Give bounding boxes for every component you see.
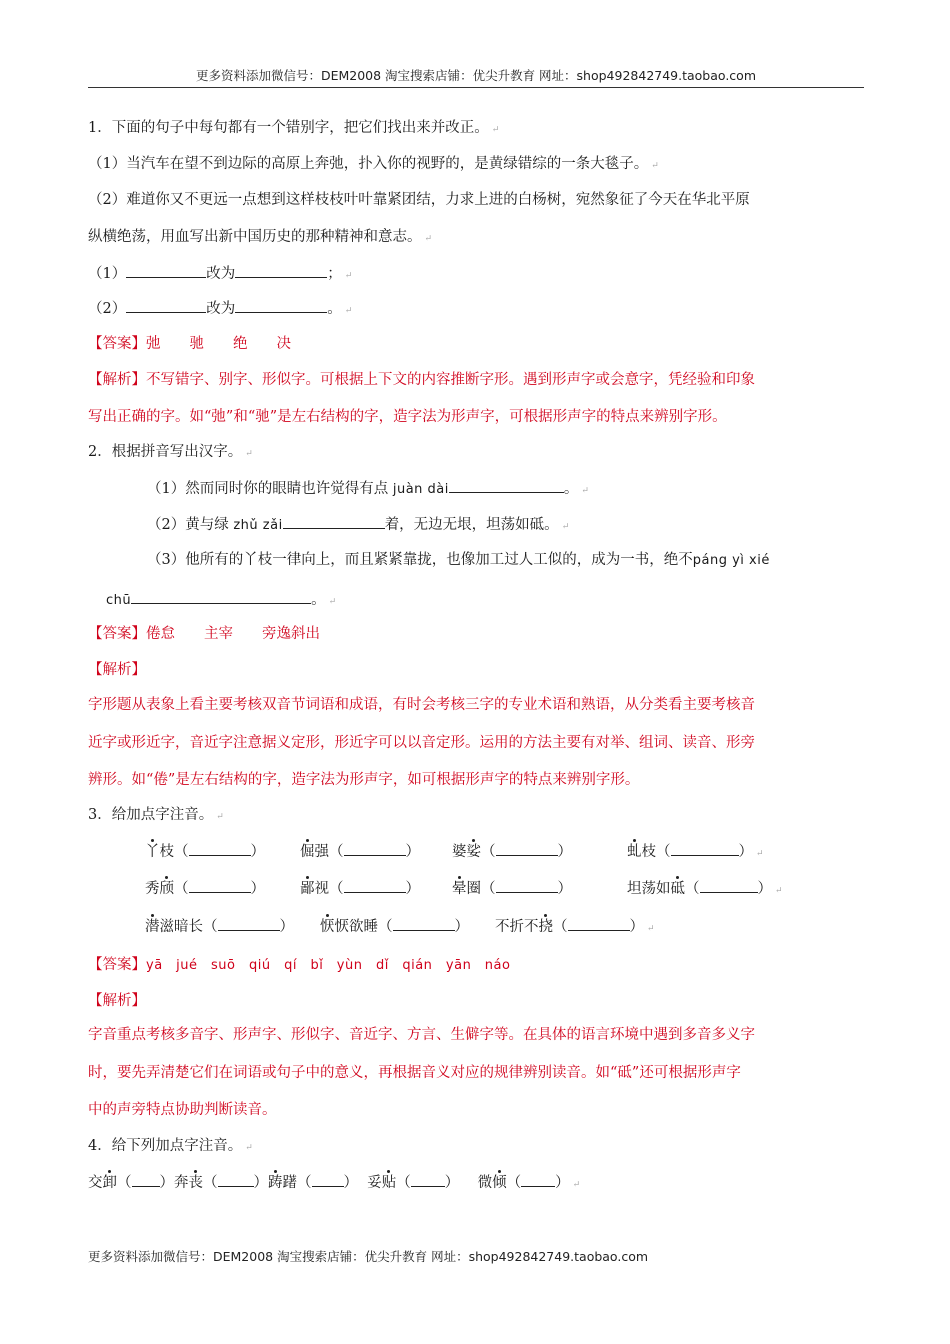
item-post: 滋暗长（	[159, 919, 218, 935]
q3-item	[452, 878, 572, 899]
answer-blank[interactable]	[393, 916, 455, 931]
item-post: 强（	[314, 844, 344, 860]
item-close: ）	[454, 919, 469, 935]
dotted-char: 丧	[188, 1175, 203, 1191]
q1-sentence-1	[88, 154, 659, 176]
fill-end: 。	[311, 592, 326, 608]
answer-text: yā jué suō qiú qí bǐ yùn dǐ qián yān náo	[146, 958, 511, 973]
q1-s1-text: （1）当汽车在望不到边际的高原上奔弛，扑入你的视野的，是黄绿错综的一条大毯子。	[88, 156, 649, 172]
q1-title-text: 1．下面的句子中每句都有一个错别字，把它们找出来并改正。	[88, 120, 489, 136]
q3-title	[88, 805, 224, 827]
fill-end: 。	[563, 481, 579, 497]
pinyin: zhǔ zǎi	[233, 518, 283, 533]
para-mark: ↵	[572, 1180, 581, 1190]
q4-item	[174, 1175, 268, 1191]
answer-blank[interactable]	[235, 298, 327, 313]
pinyin: chū	[106, 593, 132, 608]
fill-end: ；	[327, 266, 342, 282]
item-pre: 交	[88, 1175, 103, 1191]
item-close: ）	[444, 1175, 460, 1191]
q2-analysis-b: 近字或形近字，音近字注意据义定形，形近字可以以音定形。运用的方法主要有对举、组词、读音、形旁	[88, 735, 755, 751]
q1-answer	[88, 334, 291, 354]
item-pre: 奔	[174, 1175, 189, 1191]
item-close: ）	[405, 844, 420, 860]
dotted-char: 潜	[145, 919, 160, 935]
para-mark: ↵	[561, 522, 570, 532]
item-close: ）	[279, 919, 294, 935]
q3-answer	[88, 955, 510, 976]
analysis-text: 不写错字、别字、形似字。可根据上下文的内容推断字形。遇到形声字或会意字，凭经验和印象	[146, 372, 755, 388]
item-close: ）	[159, 1175, 174, 1191]
para-mark: ↵	[775, 886, 783, 896]
item-post: （	[685, 881, 700, 897]
fill-prefix: （1）	[88, 266, 127, 282]
answer-blank[interactable]	[496, 841, 558, 856]
q4-title-text: 4．给下列加点字注音。	[88, 1138, 243, 1154]
item-close: ）	[557, 844, 572, 860]
answer-blank[interactable]	[126, 298, 206, 313]
item-pre: 妥	[367, 1175, 382, 1191]
dotted-char: 颀	[159, 881, 174, 897]
dotted-char: 娑	[466, 844, 481, 860]
answer-blank[interactable]	[568, 916, 630, 931]
page-footer: 更多资料添加微信号：DEM2008 淘宝搜索店铺：优尖升教育 网址：shop492842749.taobao.com	[88, 1249, 649, 1264]
q2-s3-text: （3）他所有的丫枝一律向上，而且紧紧靠拢，也像加工过人工似的，成为一书，绝不	[147, 552, 693, 568]
dotted-char: 晕	[452, 881, 467, 897]
item-pre: 微	[477, 1175, 493, 1191]
answer-label: 【答案】	[88, 336, 146, 352]
item-close: ）	[629, 919, 644, 935]
dotted-char: 鄙	[300, 881, 315, 897]
para-mark: ↵	[756, 849, 764, 859]
item-close: ）	[757, 881, 772, 897]
answer-blank[interactable]	[235, 263, 327, 278]
answer-blank[interactable]	[189, 841, 251, 856]
dotted-char: 卸	[102, 1175, 117, 1191]
para-mark: ↵	[344, 271, 353, 281]
item-post: （	[553, 919, 568, 935]
para-mark: ↵	[245, 449, 253, 459]
fill-mid: 改为	[206, 266, 236, 282]
q1-s2b-text: 纵横绝荡，用血写出新中国历史的那种精神和意志。	[88, 229, 422, 245]
q3-item	[495, 916, 655, 939]
item-post: （	[481, 844, 496, 860]
q3-item	[300, 841, 420, 862]
answer-blank[interactable]	[671, 841, 739, 856]
q1-sentence-2b	[88, 227, 432, 249]
q2-sentence-3-cont	[106, 589, 336, 612]
item-post: （	[117, 1175, 132, 1191]
q4-item	[88, 1175, 174, 1191]
item-close: ）	[738, 844, 753, 860]
q2-sentence-3	[147, 550, 770, 571]
para-mark: ↵	[647, 924, 655, 934]
q3-analysis-b: 时，要先弄清楚它们在词语或句子中的意义，再根据音义对应的规律辨别读音。如“砥”还可根据形声字	[88, 1065, 741, 1081]
q3-analysis-a: 字音重点考核多音字、形声字、形似字、音近字、方言、生僻字等。在具体的语言环境中遇到多音多义字	[88, 1027, 755, 1043]
item-pre: 婆	[452, 844, 467, 860]
q3-item	[145, 841, 265, 862]
item-close: ）	[253, 1175, 268, 1191]
answer-label: 【答案】	[88, 626, 146, 642]
page-header: 更多资料添加微信号：DEM2008 淘宝搜索店铺：优尖升教育 网址：shop492842749.taobao.com	[195, 68, 757, 83]
q1-analysis-a	[88, 370, 755, 390]
fill-mid: 改为	[206, 301, 236, 317]
item-post: 圈（	[466, 881, 496, 897]
q3-item	[145, 878, 265, 899]
para-mark: ↵	[491, 125, 500, 135]
answer-text: 倦怠 主宰 旁逸斜出	[146, 626, 320, 642]
answer-blank[interactable]	[218, 916, 280, 931]
q3-item	[627, 841, 764, 864]
answer-blank[interactable]	[189, 878, 251, 893]
q2-s2-end: 着，无边无垠，坦荡如砥。	[384, 517, 559, 533]
q4-item	[367, 1175, 459, 1191]
q3-analysis-c: 中的声旁特点协助判断读音。	[88, 1102, 277, 1118]
item-close: ）	[250, 844, 265, 860]
item-close: ）	[250, 881, 265, 897]
q2-sentence-1	[147, 478, 589, 501]
answer-blank[interactable]	[132, 1172, 160, 1187]
dotted-char: 倔	[300, 844, 315, 860]
answer-blank[interactable]	[521, 1172, 555, 1187]
q2-analysis-a: 字形题从表象上看主要考核双音节词语和成语，有时会考核三字的专业术语和熟语，从分类看主要考核音	[88, 697, 755, 713]
q2-answer	[88, 624, 320, 644]
item-post: （	[174, 881, 189, 897]
item-close: ）	[557, 881, 572, 897]
q2-analysis-c: 辨形。如“倦”是左右结构的字，造字法为形声字，如可根据形声字的特点来辨别字形。	[88, 772, 640, 788]
analysis-label: 【解析】	[88, 372, 146, 388]
answer-blank[interactable]	[126, 263, 206, 278]
q1-fill-2	[88, 298, 352, 321]
q3-title-text: 3．给加点字注音。	[88, 807, 214, 823]
dotted-char: 虬	[627, 844, 642, 860]
answer-text: 弛 驰 绝 决	[146, 336, 291, 352]
item-post: （	[506, 1175, 522, 1191]
q3-item	[452, 841, 572, 862]
q4-item	[478, 1175, 570, 1191]
item-close: ）	[343, 1175, 358, 1191]
q3-item	[320, 916, 469, 937]
answer-blank[interactable]	[312, 1172, 344, 1187]
q1-title	[88, 118, 499, 140]
dotted-char: 踌	[268, 1175, 283, 1191]
para-mark: ↵	[328, 597, 337, 607]
para-mark: ↵	[216, 812, 224, 822]
q1-analysis-b: 写出正确的字。如“弛”和“驰”是左右结构的字，造字法为形声字，可根据形声字的特点来辨别字形。	[88, 409, 727, 425]
q2-sentence-2	[147, 514, 569, 537]
q1-sentence-2a: （2）难道你又不更远一点想到这样枝枝叶叶靠紧团结，力求上进的白杨树，宛然象征了今天在华北平原	[88, 192, 750, 208]
dotted-char: 倾	[492, 1175, 507, 1191]
answer-blank[interactable]	[411, 1172, 445, 1187]
item-pre: 坦荡如	[627, 881, 671, 897]
answer-blank[interactable]	[449, 478, 564, 493]
pinyin: páng yì xié	[692, 553, 770, 568]
answer-blank[interactable]	[344, 841, 406, 856]
dotted-char: 恹	[320, 919, 335, 935]
answer-blank[interactable]	[700, 878, 758, 893]
item-post: 躇（	[282, 1175, 312, 1191]
item-post: （	[203, 1175, 218, 1191]
para-mark: ↵	[245, 1143, 253, 1153]
header-rule	[88, 87, 864, 88]
q3-analysis-label: 【解析】	[88, 993, 146, 1009]
answer-blank[interactable]	[218, 1172, 254, 1187]
q4-title	[88, 1136, 253, 1158]
q2-title-text: 2．根据拼音写出汉字。	[88, 444, 243, 460]
item-post: 视（	[314, 881, 344, 897]
q3-item	[300, 878, 420, 899]
item-close: ）	[555, 1175, 570, 1191]
q2-analysis-label: 【解析】	[88, 662, 146, 678]
dotted-char: 丫	[145, 844, 160, 860]
fill-prefix: （2）	[88, 301, 127, 317]
item-pre: 秀	[145, 881, 160, 897]
q2-s1-text: （1）然而同时你的眼睛也许觉得有点	[147, 481, 393, 497]
item-post: 恹欲睡（	[334, 919, 393, 935]
item-close: ）	[405, 881, 420, 897]
para-mark: ↵	[651, 161, 659, 171]
dotted-char: 贴	[381, 1175, 397, 1191]
q1-fill-1	[88, 263, 352, 286]
q4-items	[88, 1172, 580, 1195]
answer-blank[interactable]	[131, 589, 311, 604]
para-mark: ↵	[424, 234, 433, 244]
answer-blank[interactable]	[283, 514, 385, 529]
item-post: （	[396, 1175, 411, 1191]
fill-end: 。	[327, 301, 342, 317]
answer-label: 【答案】	[88, 957, 146, 973]
para-mark: ↵	[581, 486, 589, 496]
q2-title	[88, 442, 253, 464]
dotted-char: 砥	[670, 881, 685, 897]
q3-item	[627, 878, 783, 901]
q4-item	[268, 1175, 358, 1191]
answer-blank[interactable]	[496, 878, 558, 893]
q3-item	[145, 916, 294, 937]
item-post: 枝（	[641, 844, 671, 860]
item-pre: 不折不	[495, 919, 539, 935]
dotted-char: 挠	[538, 919, 553, 935]
pinyin: juàn dài	[392, 482, 449, 497]
q2-s2-text: （2）黄与绿	[147, 517, 234, 533]
item-post: 枝（	[159, 844, 189, 860]
answer-blank[interactable]	[344, 878, 406, 893]
para-mark: ↵	[344, 306, 353, 316]
